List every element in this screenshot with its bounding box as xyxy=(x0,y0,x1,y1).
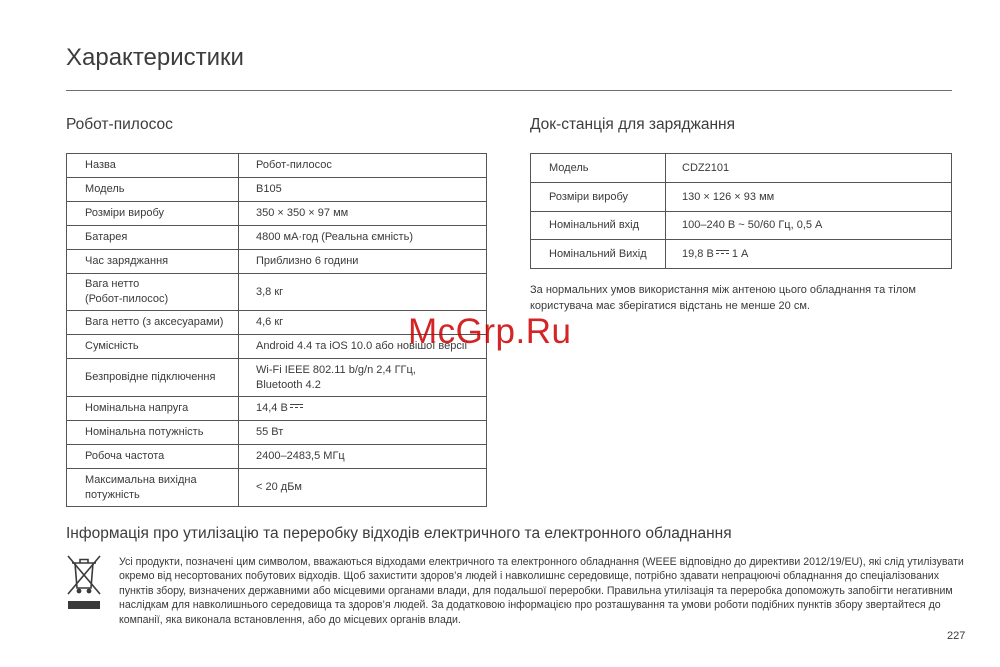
voltage-value: 14,4 В xyxy=(256,402,288,414)
watermark: McGrp.Ru xyxy=(408,312,572,351)
weee-section-title: Інформація про утилізацію та переробку відходів електричного та електронного обладнання xyxy=(66,525,732,542)
spec-value: Приблизно 6 години xyxy=(239,250,487,274)
page-number: 227 xyxy=(947,630,966,642)
spec-key: Модель xyxy=(67,178,239,202)
spec-value xyxy=(239,397,487,421)
spec-key: Модель xyxy=(531,154,666,183)
dock-note: За нормальних умов використання між антеною цього обладнання та тілом користувача має зберігатися відстань не менше 20 см. xyxy=(530,284,916,312)
spec-key: Номінальна напруга xyxy=(67,397,239,421)
table-row xyxy=(67,250,487,274)
table-row xyxy=(67,154,487,178)
title-divider xyxy=(66,90,952,91)
spec-key: Номінальна потужність xyxy=(67,421,239,445)
spec-value: B105 xyxy=(239,178,487,202)
table-row xyxy=(531,240,952,269)
spec-value: < 20 дБм xyxy=(239,469,487,507)
spec-key: Безпровідне підключення xyxy=(67,359,239,397)
spec-value: CDZ2101 xyxy=(666,154,952,183)
table-row xyxy=(531,212,952,240)
dc-current-icon xyxy=(290,404,303,410)
spec-key: Максимальна вихідна потужність xyxy=(67,469,239,507)
spec-value: 3,8 кг xyxy=(239,274,487,311)
spec-key: Вага нетто (з аксесуарами) xyxy=(67,311,239,335)
table-row xyxy=(67,397,487,421)
spec-value: 2400–2483,5 МГц xyxy=(239,445,487,469)
spec-key: Батарея xyxy=(67,226,239,250)
spec-key: Назва xyxy=(67,154,239,178)
spec-value: 100–240 В ~ 50/60 Гц, 0,5 А xyxy=(666,212,952,240)
spec-value: Робот-пилосос xyxy=(239,154,487,178)
dc-current-icon xyxy=(716,250,729,256)
table-row xyxy=(531,154,952,183)
spec-key: Розміри виробу xyxy=(531,183,666,212)
spec-value: 4,6 кг xyxy=(239,311,487,335)
spec-key: Сумісність xyxy=(67,335,239,359)
robot-section-title: Робот-пилосос xyxy=(66,116,173,133)
crossed-bin-icon xyxy=(66,553,102,611)
page-title: Характеристики xyxy=(66,44,244,71)
spec-value: 55 Вт xyxy=(239,421,487,445)
table-row xyxy=(67,202,487,226)
table-row xyxy=(67,359,487,397)
spec-value: 4800 мА·год (Реальна ємність) xyxy=(239,226,487,250)
spec-key: Номінальний Вихід xyxy=(531,240,666,269)
spec-value: Android 4.4 та iOS 10.0 або новішої версії xyxy=(239,335,487,359)
dock-section-title: Док-станція для заряджання xyxy=(530,116,736,133)
weee-text: Усі продукти, позначені цим символом, вважаються відходами електричного та електронного обладнання (WEEE відповідно до директиви 2012/19/EU), які слід утилізувати окремо від несортованих побутових відходів. Щоб захистити здоров’я людей і навколишнє середовище, потрібно здавати непрацюючі обладнання до спеціалізованих пунктів збору, визначених державними або місцевими органами влади, для подальшої переробки. Правильна утилізація та переробка допоможуть запобігти негативним наслідкам для навколишнього середовища та здоров’я людей. За додатковою інформацією про розташування та умови роботи подібних пунктів збору звертайтеся до компанії, яка виконала встановлення, або до місцевих органів влади. xyxy=(119,556,964,626)
table-row xyxy=(67,178,487,202)
spec-key: Вага нетто (Робот-пилосос) xyxy=(67,274,239,311)
dock-spec-table xyxy=(530,153,952,269)
spec-value xyxy=(666,240,952,269)
table-row xyxy=(67,421,487,445)
spec-value: 350 × 350 × 97 мм xyxy=(239,202,487,226)
output-voltage: 19,8 В xyxy=(682,247,714,260)
output-current: 1 А xyxy=(731,247,749,260)
table-row xyxy=(67,226,487,250)
table-row xyxy=(67,445,487,469)
table-row xyxy=(67,274,487,311)
table-row xyxy=(531,183,952,212)
spec-value: 130 × 126 × 93 мм xyxy=(666,183,952,212)
spec-key: Номінальний вхід xyxy=(531,212,666,240)
spec-key: Розміри виробу xyxy=(67,202,239,226)
spec-value: Wi-Fi IEEE 802.11 b/g/n 2,4 ГГц, Bluetooth 4.2 xyxy=(239,359,487,397)
spec-key: Робоча частота xyxy=(67,445,239,469)
table-row xyxy=(67,469,487,507)
spec-key: Час заряджання xyxy=(67,250,239,274)
